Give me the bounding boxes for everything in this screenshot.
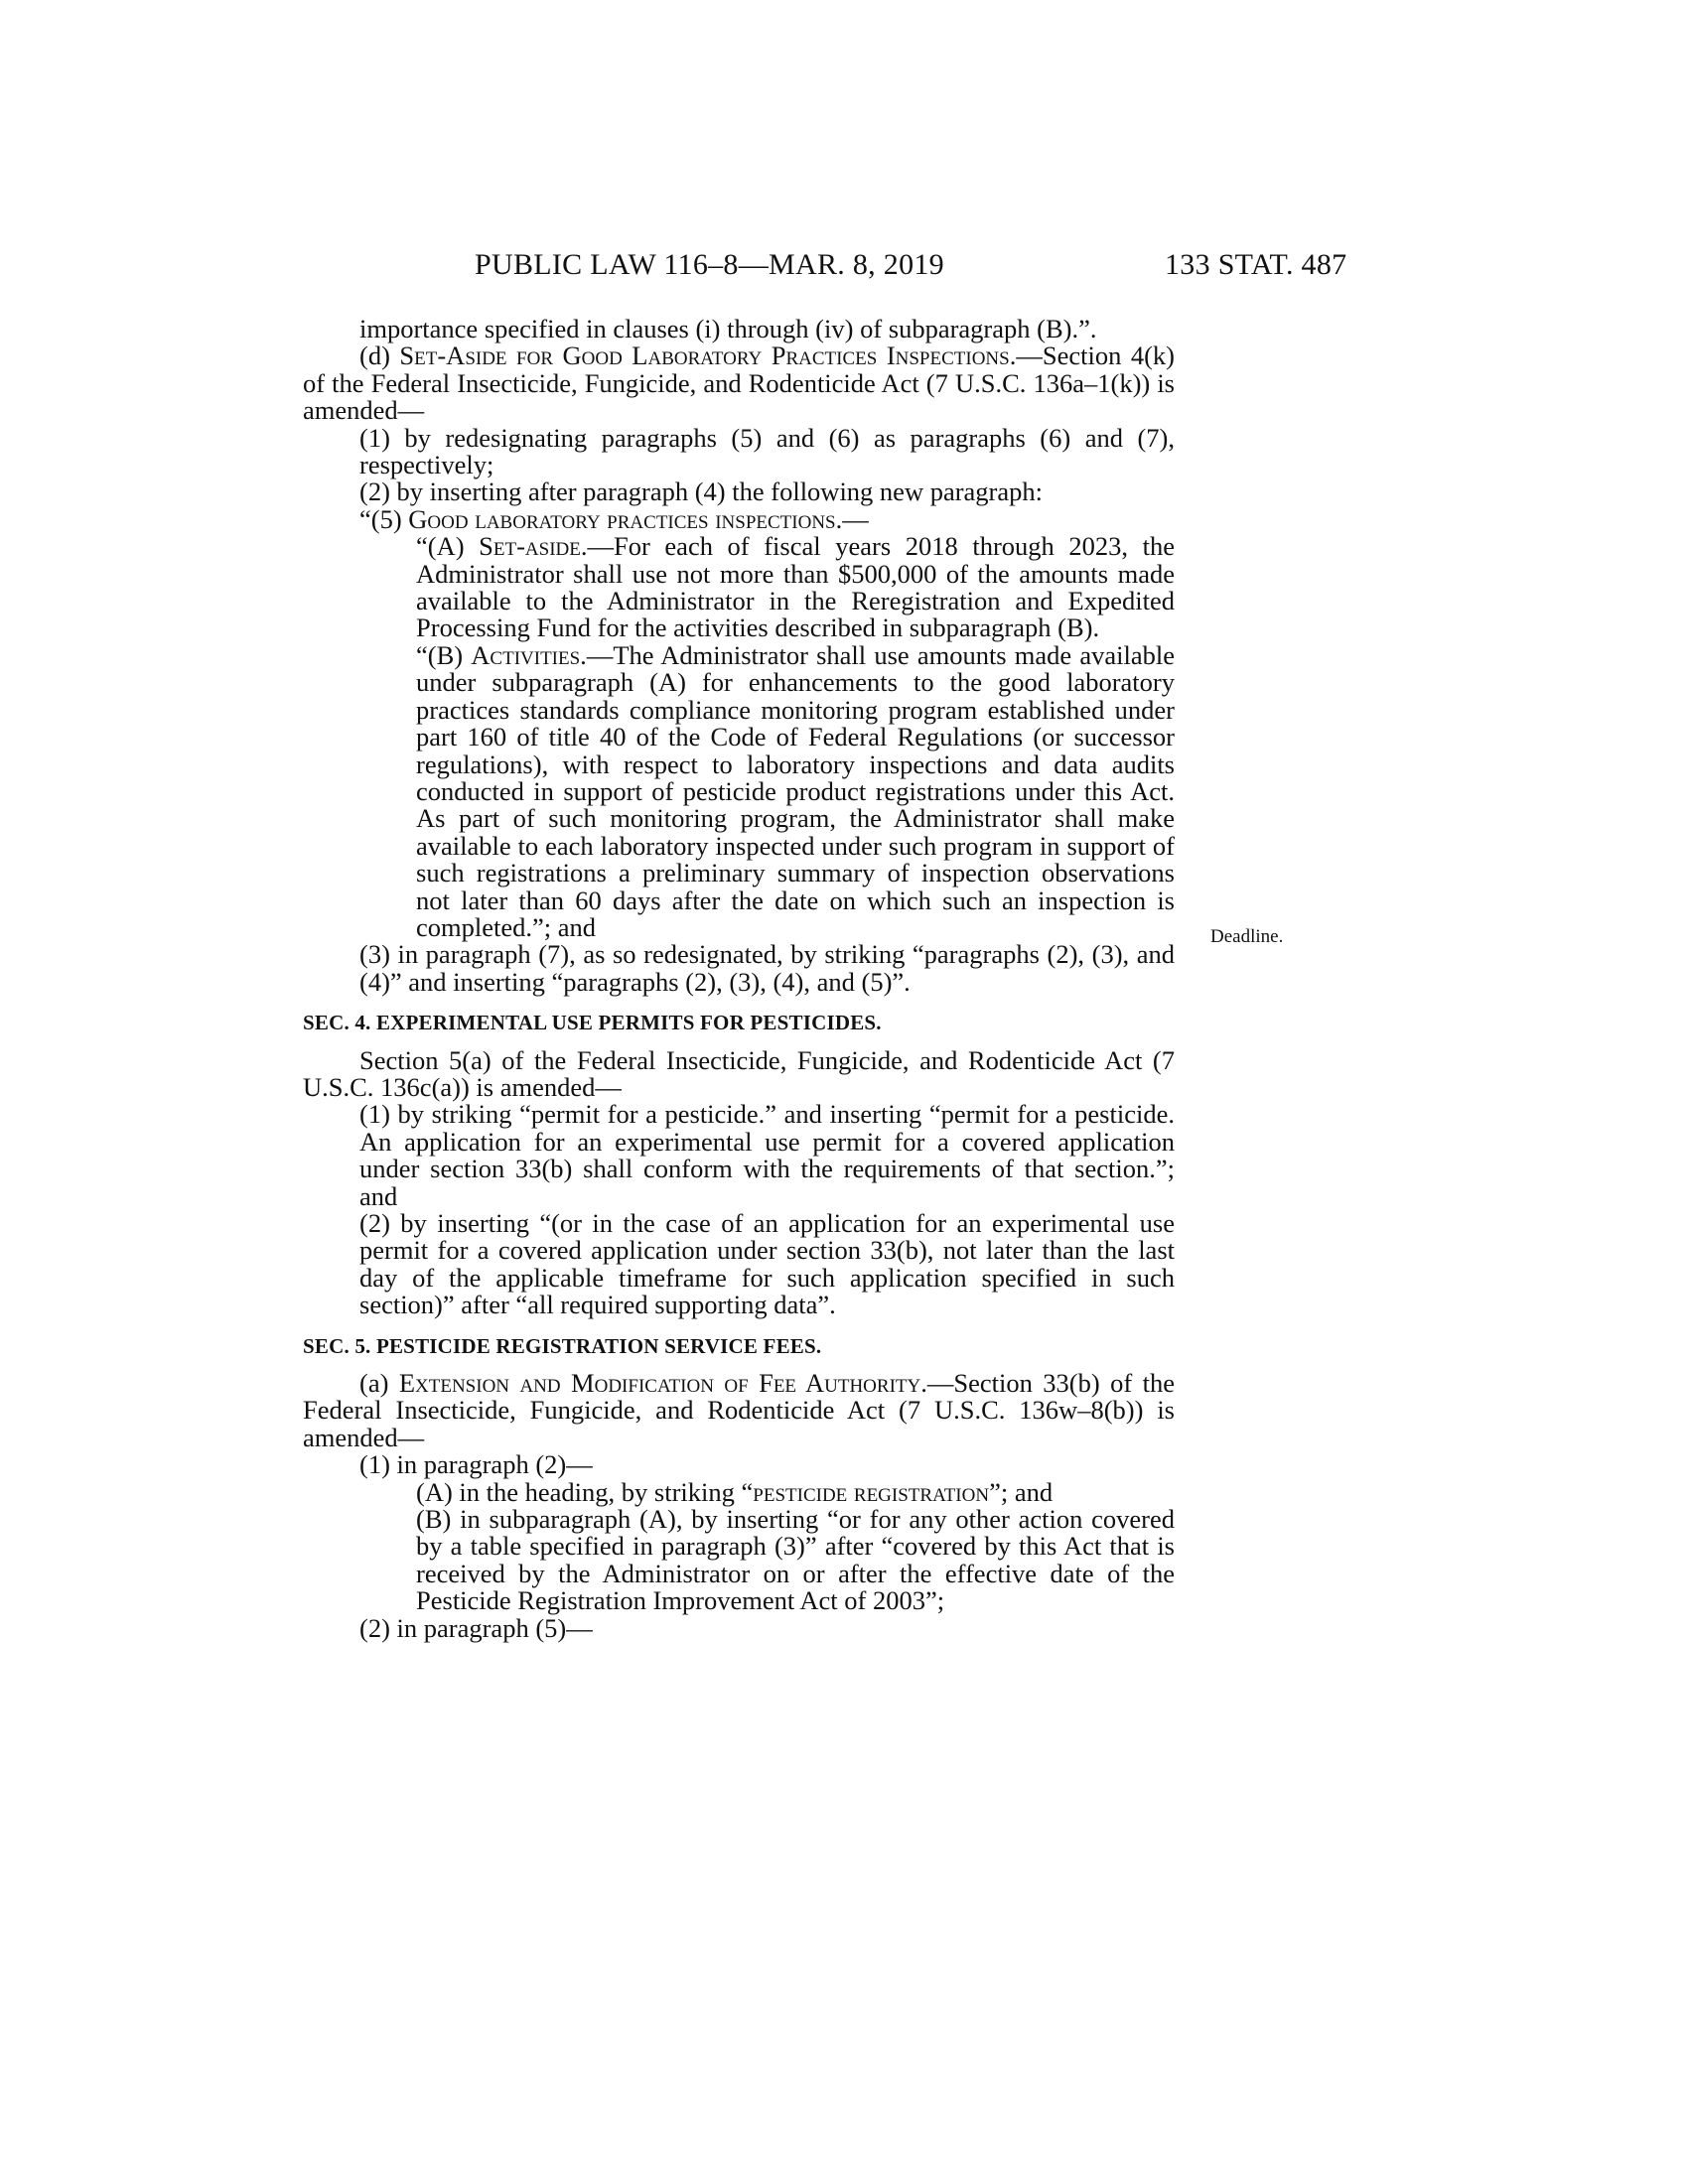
running-header-page-ref: 133 STAT. 487 (1165, 248, 1347, 281)
section-5-item-1a (416, 1476, 1175, 1507)
subsection-d-label: (d) (359, 341, 400, 371)
section-5a-label: (a) (359, 1368, 399, 1399)
quoted-5-heading: Good laboratory practices inspections. (408, 503, 843, 534)
section-5-item-1a-post: ”; and (989, 1476, 1054, 1507)
section-4-item-1: (1) by striking “permit for a pesticide.” and inserting “permit for a pesticide. An application for an experimental use permit for a covered application under section 33(b) shall conform with the requirements of that section.”; and (359, 1099, 1175, 1211)
section-5-heading: SEC. 5. PESTICIDE REGISTRATION SERVICE FEES. (303, 1333, 822, 1358)
subsection-d-items (303, 422, 1175, 507)
paragraph-d3-wrap (303, 941, 1175, 996)
quoted-subparagraphs (359, 533, 1175, 941)
subsection-d (303, 342, 1175, 424)
section-5a-text: —Section 33(b) of the Federal Insecticide, Fungicide, and Rodenticide Act (7 U.S.C. 136w–8(b)) is amended— (303, 1368, 1175, 1452)
section-5-item-1-subitems (359, 1476, 1175, 1616)
section-5a-heading: Extension and Modification of Fee Authority. (398, 1368, 927, 1399)
quoted-5-label: “(5) (359, 503, 409, 534)
quoted-b-heading: Activities. (471, 639, 587, 670)
section-5-item-1: (1) in paragraph (2)— (359, 1449, 593, 1480)
section-5-subsection-a (303, 1370, 1175, 1451)
section-5-item-1b: (B) in subparagraph (A), by inserting “or for any other action covered by a table specified in paragraph (3)” after “covered by this Act that is received by the Administrator on or after the effective date of the Pesticide Registration Improvement Act of 2003”; (416, 1504, 1175, 1616)
section-4-item-2: (2) by inserting “(or in the case of an application for an experimental use permit for a covered application under section 33(b), not later than the last day of the applicable timeframe for such application specified in such section)” after “all required supporting data”. (359, 1208, 1175, 1320)
quoted-5-dash: — (842, 503, 869, 534)
quoted-b-text: —The Administrator shall use amounts made available under subparagraph (A) for enhancements to the good laboratory practices standards compliance monitoring program established under part 160 of title 40 of the Code of Federal Regulations (or successor regulations), with respect to laboratory inspections and data audits conducted in support of pesticide product registrations under this Act. As part of such monitoring program, the Administrator shall make available to each laboratory inspected under such program in support of such registrations a preliminary summary of inspection observations not later than 60 days after the date on which such an inspection is completed.”; and (416, 639, 1176, 942)
quoted-b-label: “(B) (416, 639, 472, 670)
section-5-items (303, 1451, 1175, 1642)
quoted-paragraph-5 (303, 503, 1176, 942)
quoted-subparagraph-a (416, 533, 1175, 642)
quoted-a-text: —For each of fiscal years 2018 through 2023, the Administrator shall use not more than $500,000 of the amounts made available to the Administrator in the Reregistration and Expedited Processing Fund for the activities described in subparagraph (B). (416, 531, 1175, 643)
section-5-item-1a-pre: (A) in the heading, by striking “ (416, 1476, 754, 1507)
subsection-d-heading: Set-Aside for Good Laboratory Practices Inspections. (399, 341, 1017, 371)
section-4-heading: SEC. 4. EXPERIMENTAL USE PERMITS FOR PESTICIDES. (303, 1011, 882, 1035)
quoted-a-heading: Set-aside. (479, 531, 588, 562)
section-4-intro: Section 5(a) of the Federal Insecticide, Fungicide, and Rodenticide Act (7 U.S.C. 136c(a)) is amended— (303, 1044, 1175, 1102)
running-header-title: PUBLIC LAW 116–8—MAR. 8, 2019 (475, 248, 944, 281)
margin-note-deadline: Deadline. (1210, 926, 1284, 947)
quoted-paragraph-5-heading-line (359, 503, 1175, 534)
section-4-items (303, 1101, 1175, 1318)
paragraph-d3: (3) in paragraph (7), as so redesignated, by striking “paragraphs (2), (3), and (4)” and inserting “paragraphs (2), (3), (4), and (5)”. (359, 939, 1175, 997)
section-5-item-2: (2) in paragraph (5)— (359, 1612, 593, 1643)
paragraph-d1 (359, 422, 1175, 480)
paragraph-d1-text: (1) by redesignating paragraphs (5) and (6) as paragraphs (6) and (7), respectively; (359, 422, 1175, 480)
subsection-d-text: —Section 4(k) of the Federal Insecticide, Fungicide, and Rodenticide Act (7 U.S.C. 136a–1(k)) is amended— (303, 341, 1175, 426)
paragraph-continuation: importance specified in clauses (i) through (iv) of subparagraph (B).”. (359, 314, 1097, 343)
paragraph-d2: (2) by inserting after paragraph (4) the following new paragraph: (359, 477, 1044, 507)
quoted-subparagraph-b (416, 639, 1176, 942)
section-5-item-1a-struck-heading: pesticide registration (753, 1476, 990, 1507)
quoted-a-label: “(A) (416, 531, 480, 562)
document-body (303, 316, 1175, 1642)
